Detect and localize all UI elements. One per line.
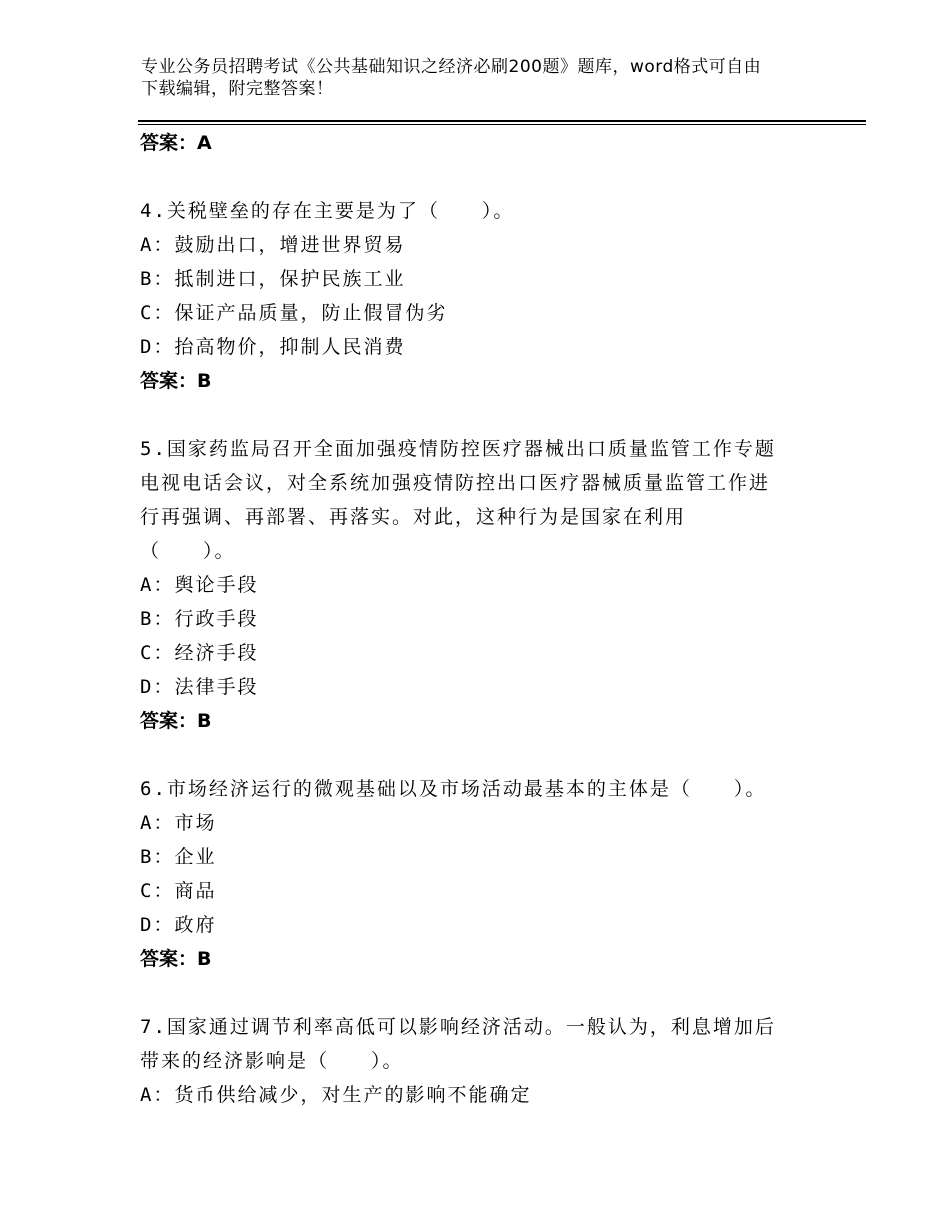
document-header: [141, 56, 841, 100]
question-block-4: [140, 194, 840, 398]
spacer: [140, 738, 840, 772]
header-rule-thick: [138, 120, 866, 122]
question-text: 7.国家通过调节利率高低可以影响经济活动。一般认为，利息增加后: [140, 1016, 776, 1038]
answer: 答案：B: [140, 370, 212, 392]
question-text: （ ）。: [140, 540, 236, 562]
previous-answer: 答案：A: [140, 132, 212, 154]
option-c: C：保证产品质量，防止假冒伪劣: [140, 302, 448, 324]
option-c: C：商品: [140, 880, 217, 902]
option-b: B：抵制进口，保护民族工业: [140, 268, 406, 290]
option-a: A：鼓励出口，增进世界贸易: [140, 234, 406, 256]
question-text: 带来的经济影响是（ ）。: [140, 1050, 404, 1072]
option-a: A：货币供给减少，对生产的影响不能确定: [140, 1084, 532, 1106]
header-line-2: 下载编辑，附完整答案！: [141, 79, 334, 99]
option-d: D：抬高物价，抑制人民消费: [140, 336, 406, 358]
question-list: [140, 126, 840, 1112]
question-text: 4.关税壁垒的存在主要是为了（ ）。: [140, 200, 515, 222]
option-c: C：经济手段: [140, 642, 259, 664]
option-d: D：政府: [140, 914, 217, 936]
option-b: B：企业: [140, 846, 217, 868]
question-text: 6.市场经济运行的微观基础以及市场活动最基本的主体是（ ）。: [140, 778, 767, 800]
question-block-7: [140, 1010, 840, 1112]
question-text: 5.国家药监局召开全面加强疫情防控医疗器械出口质量监管工作专题: [140, 438, 776, 460]
spacer: [140, 160, 840, 194]
header-line-1: 专业公务员招聘考试《公共基础知识之经济必刷200题》题库，word格式可自由: [141, 57, 762, 77]
question-text: 行再强调、再部署、再落实。对此，这种行为是国家在利用: [140, 506, 687, 528]
answer: 答案：B: [140, 948, 212, 970]
header-rule-thin: [138, 124, 866, 125]
spacer: [140, 398, 840, 432]
option-d: D：法律手段: [140, 676, 259, 698]
option-b: B：行政手段: [140, 608, 259, 630]
option-a: A：市场: [140, 812, 217, 834]
option-a: A：舆论手段: [140, 574, 259, 596]
answer: 答案：B: [140, 710, 212, 732]
question-block-6: [140, 772, 840, 976]
question-text: 电视电话会议，对全系统加强疫情防控出口医疗器械质量监管工作进: [140, 472, 771, 494]
spacer: [140, 976, 840, 1010]
question-block-5: [140, 432, 840, 738]
